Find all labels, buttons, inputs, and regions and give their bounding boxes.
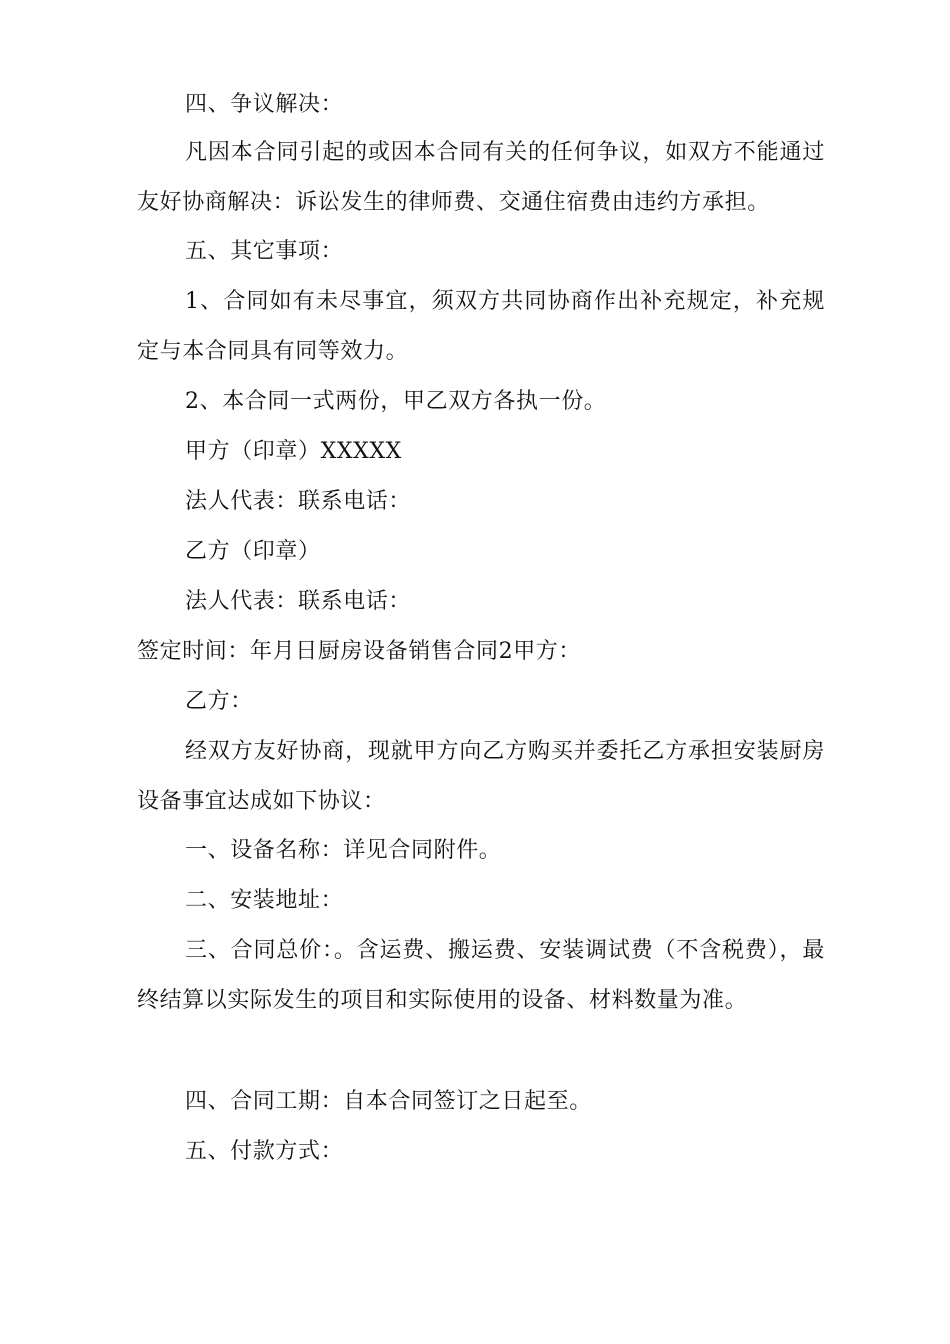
clause-equipment-name: 一、设备名称：详见合同附件。: [185, 838, 502, 863]
party-b-seal: 乙方（印章）: [185, 539, 321, 564]
party-a-seal: 甲方（印章）XXXXX: [185, 439, 402, 464]
clause-total-price: 三、合同总价：。含运费、搬运费、安装调试费（不含税费），最终结算以实际发生的项目和实际使用的设备、材料数量为准。: [137, 938, 825, 1013]
paragraph-agreement-intro: 经双方友好协商，现就甲方向乙方购买并委托乙方承担安装厨房设备事宜达成如下协议：: [137, 739, 825, 814]
paragraph-supplementary-terms: 1、合同如有未尽事宜，须双方共同协商作出补充规定，补充规定与本合同具有同等效力。: [137, 289, 825, 364]
party-b-label: 乙方：: [185, 689, 253, 714]
heading-dispute-resolution: 四、争议解决：: [185, 92, 344, 117]
party-b-representative: 法人代表：联系电话：: [185, 589, 412, 614]
clause-contract-period: 四、合同工期：自本合同签订之日起至。: [185, 1089, 592, 1114]
party-a-representative: 法人代表：联系电话：: [185, 489, 412, 514]
signing-date-line: 签定时间：年月日厨房设备销售合同2甲方：: [137, 639, 581, 664]
clause-payment-method: 五、付款方式：: [185, 1139, 344, 1164]
paragraph-copies: 2、本合同一式两份，甲乙双方各执一份。: [185, 389, 607, 414]
heading-other-matters: 五、其它事项：: [185, 239, 344, 264]
clause-install-address: 二、安装地址：: [185, 888, 344, 913]
paragraph-dispute-clause: 凡因本合同引起的或因本合同有关的任何争议，如双方不能通过友好协商解决：诉讼发生的律师费、交通住宿费由违约方承担。: [137, 140, 825, 215]
